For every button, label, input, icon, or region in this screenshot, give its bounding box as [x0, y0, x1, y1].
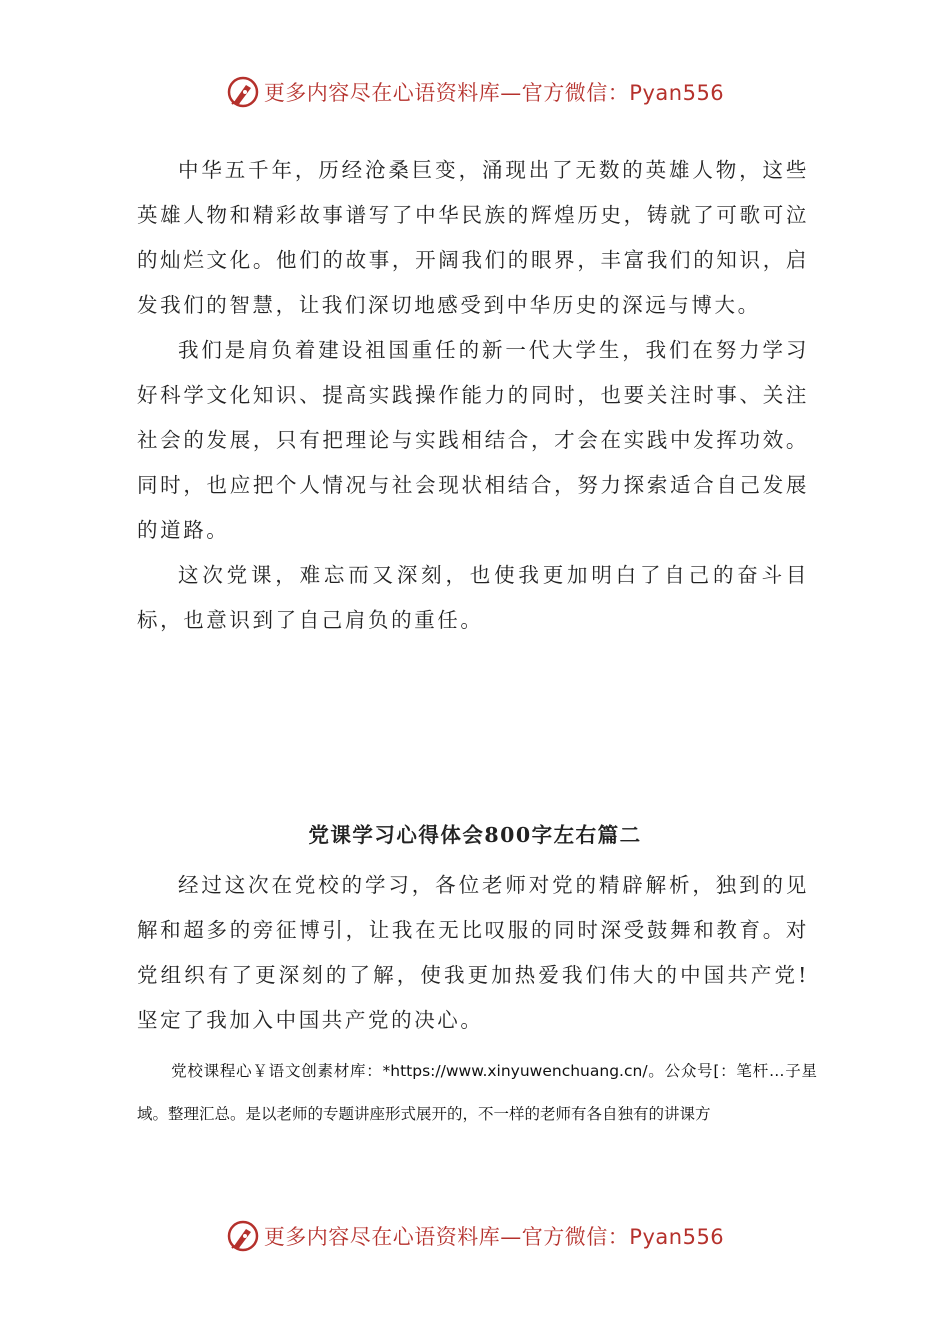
source-note: 党校课程心￥语文创素材库：*https://www.xinyuwenchuang.cn/。公众号[：笔杆…子星域。整理汇总。是以老师的专题讲座形式展开的，不一样的老师有各自独有的讲课方: [137, 1062, 817, 1123]
header-banner-text: 更多内容尽在心语资料库—官方微信：Pyan556: [263, 81, 725, 105]
section-2-heading: 党课学习心得体会800字左右篇二: [308, 823, 642, 847]
paragraph: 经过这次在党校的学习，各位老师对党的精辟解析，独到的见解和超多的旁征博引，让我在无比叹服的同时深受鼓舞和教育。对党组织有了更深刻的了解，使我更加热爱我们伟大的中国共产党!坚定了我加入中国共产党的决心。: [137, 873, 809, 1032]
pen-nib-logo-icon: [226, 1219, 260, 1253]
section-1-body: [137, 148, 809, 643]
footer-banner-text: 更多内容尽在心语资料库—官方微信：Pyan556: [263, 1225, 725, 1249]
paragraph: 中华五千年，历经沧桑巨变，涌现出了无数的英雄人物，这些英雄人物和精彩故事谱写了中华民族的辉煌历史，铸就了可歌可泣的灿烂文化。他们的故事，开阔我们的眼界，丰富我们的知识，启发我们的智慧，让我们深切地感受到中华历史的深远与博大。: [137, 158, 809, 317]
header-banner: [0, 70, 950, 114]
section-2-body: [137, 863, 809, 1043]
footer-banner: [0, 1214, 950, 1258]
paragraph: 我们是肩负着建设祖国重任的新一代大学生，我们在努力学习好科学文化知识、提高实践操作能力的同时，也要关注时事、关注社会的发展，只有把理论与实践相结合，才会在实践中发挥功效。同时，也应把个人情况与社会现状相结合，努力探索适合自己发展的道路。: [137, 338, 809, 542]
pen-nib-logo-icon: [226, 75, 260, 109]
paragraph: 这次党课，难忘而又深刻，也使我更加明白了自己的奋斗目标，也意识到了自己肩负的重任。: [137, 563, 809, 632]
